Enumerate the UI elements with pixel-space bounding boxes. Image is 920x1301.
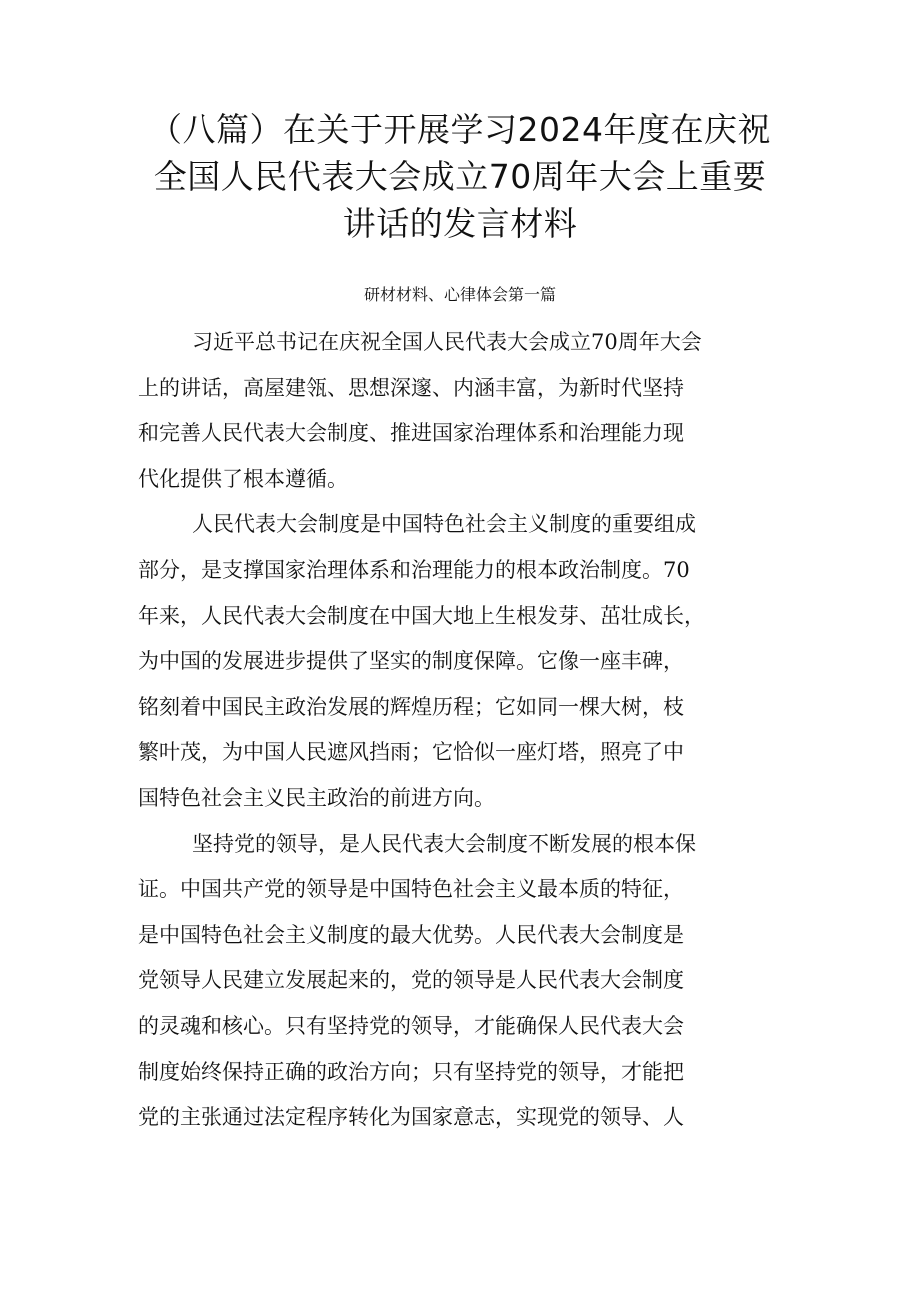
- paragraph: [138, 502, 788, 821]
- text-line: 部分，是支撑国家治理体系和治理能力的根本政治制度。70: [138, 557, 690, 582]
- title-line: 全国人民代表大会成立70周年大会上重要: [153, 157, 767, 196]
- text-line: 和完善人民代表大会制度、推进国家治理体系和治理能力现: [138, 421, 684, 446]
- text-line: 坚持党的领导，是人民代表大会制度不断发展的根本保: [192, 831, 696, 856]
- title-line: 讲话的发言材料: [342, 204, 578, 243]
- document-title: [100, 106, 820, 247]
- text-line: 党领导人民建立发展起来的，党的领导是人民代表大会制度: [138, 968, 684, 993]
- text-line: 铭刻着中国民主政治发展的辉煌历程；它如同一棵大树，枝: [138, 694, 684, 719]
- text-line: 国特色社会主义民主政治的前进方向。: [138, 785, 495, 810]
- paragraph: [138, 822, 788, 1141]
- text-line: 年来，人民代表大会制度在中国大地上生根发芽、茁壮成长，: [138, 603, 705, 628]
- text-line: 繁叶茂，为中国人民遮风挡雨；它恰似一座灯塔，照亮了中: [138, 740, 684, 765]
- text-line: 是中国特色社会主义制度的最大优势。人民代表大会制度是: [138, 922, 684, 947]
- text-line: 的灵魂和核心。只有坚持党的领导，才能确保人民代表大会: [138, 1013, 684, 1038]
- document-body: [138, 320, 788, 1141]
- text-line: 制度始终保持正确的政治方向；只有坚持党的领导，才能把: [138, 1059, 684, 1084]
- text-line: 为中国的发展进步提供了坚实的制度保障。它像一座丰碑，: [138, 649, 684, 674]
- paragraph: [138, 320, 788, 502]
- title-line: （八篇）在关于开展学习2024年度在庆祝: [149, 110, 771, 149]
- text-line: 代化提供了根本遵循。: [138, 466, 348, 491]
- document-subtitle: 研材材料、心律体会第一篇: [363, 285, 556, 304]
- text-line: 习近平总书记在庆祝全国人民代表大会成立70周年大会: [192, 330, 702, 354]
- text-line: 证。中国共产党的领导是中国特色社会主义最本质的特征，: [138, 877, 684, 902]
- text-line: 上的讲话，高屋建瓴、思想深邃、内涵丰富，为新时代坚持: [138, 375, 684, 400]
- text-line: 党的主张通过法定程序转化为国家意志，实现党的领导、人: [138, 1105, 684, 1130]
- text-line: 人民代表大会制度是中国特色社会主义制度的重要组成: [192, 512, 696, 537]
